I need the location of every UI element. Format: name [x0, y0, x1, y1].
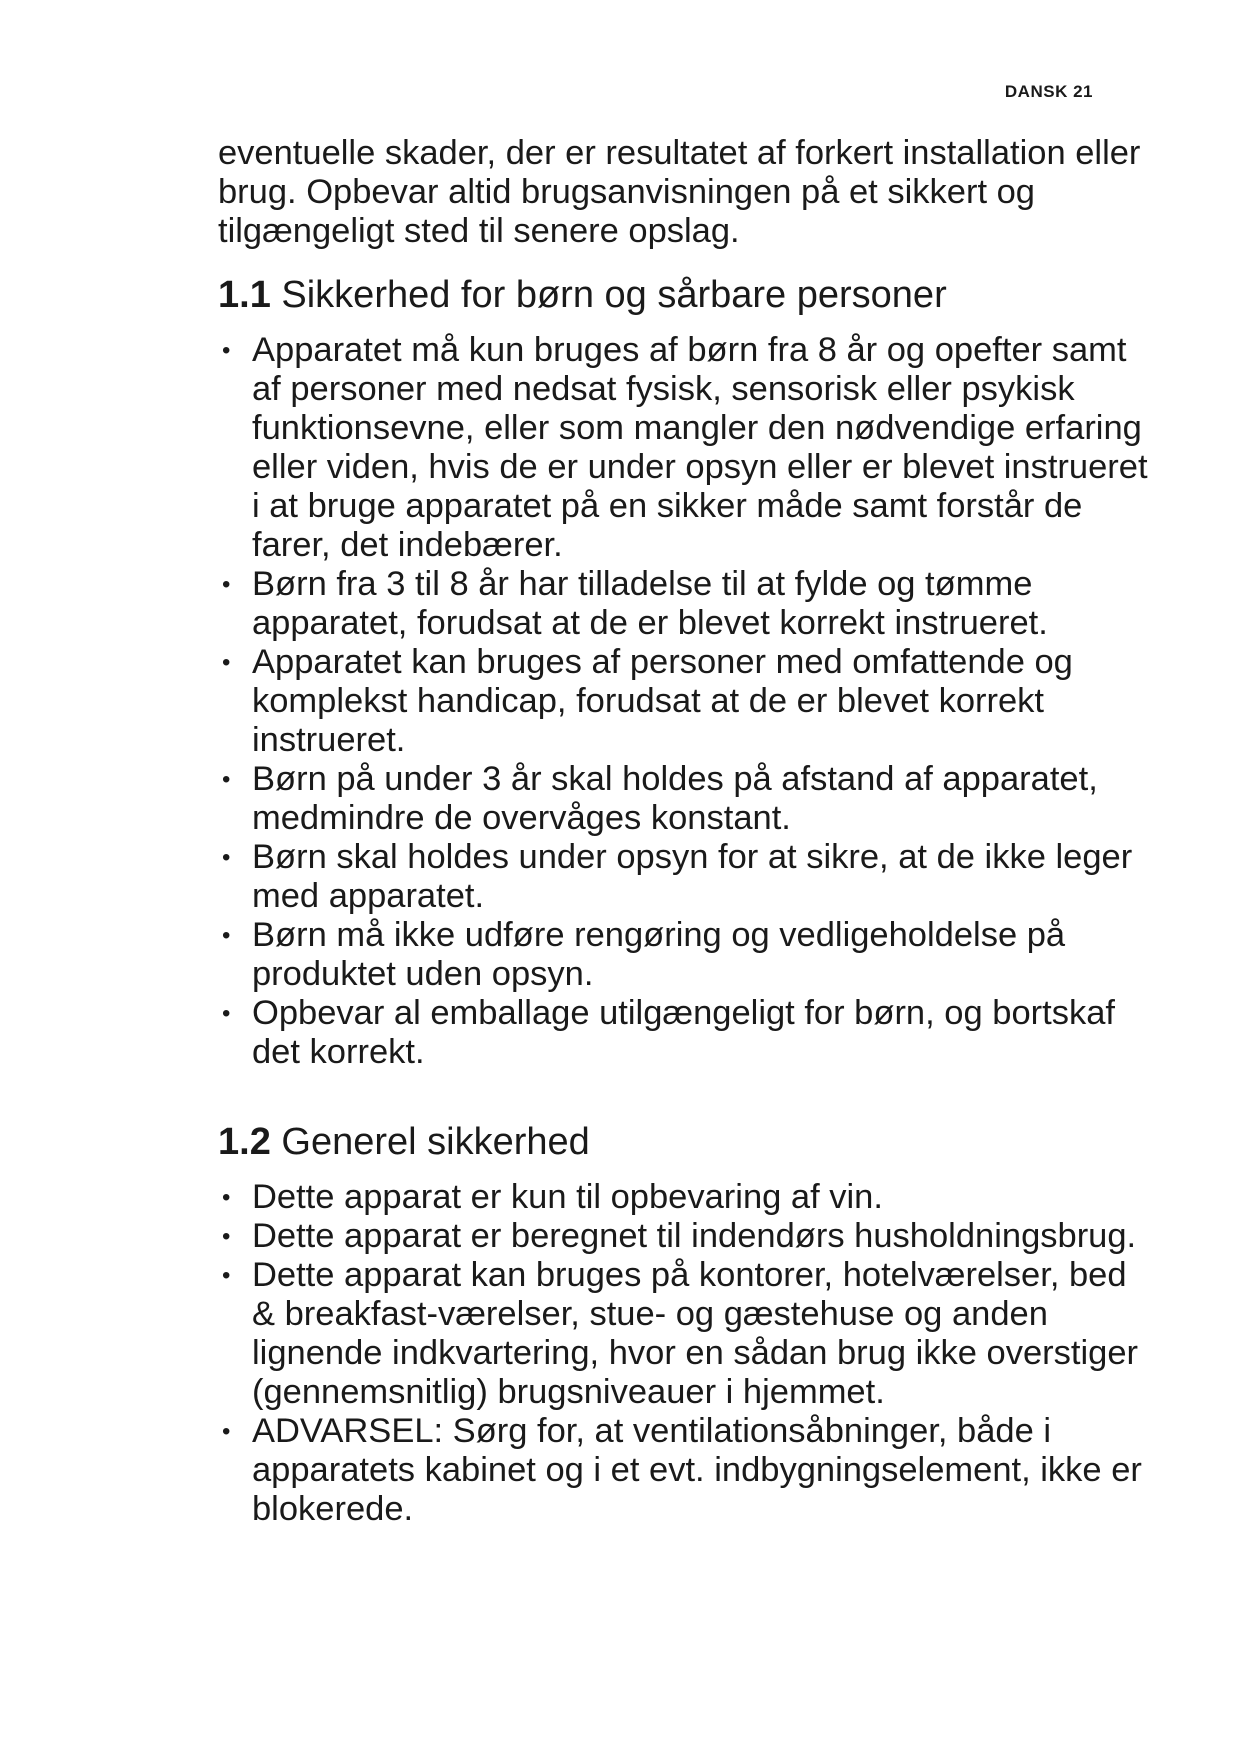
bullet-icon: • [222, 649, 231, 676]
list-item: • Dette apparat er kun til opbevaring af vin. [222, 1178, 883, 1216]
bullet-icon: • [222, 766, 231, 793]
document-body [218, 134, 1148, 1529]
list-item: • Børn skal holdes under opsyn for at sikre, at de ikke leger med apparatet. [222, 838, 1133, 915]
bullet-icon: • [222, 1262, 231, 1289]
list-item: • Børn fra 3 til 8 år har tilladelse til at fylde og tømme apparatet, forudsat at de er blevet korrekt instrueret. [222, 565, 1048, 642]
bullet-icon: • [222, 337, 231, 364]
bullet-icon: • [222, 1418, 231, 1445]
section-number: 1.2 [218, 1121, 271, 1163]
list-item: • Apparatet må kun bruges af børn fra 8 år og opefter samt af personer med nedsat fysisk, sensorisk eller psykisk funktionsevne, eller som mangler den nødvendige erfaring eller viden, hvis de er under opsyn eller er blevet instrueret i at bruge apparatet på en sikker måde samt forstår de farer, det indebærer. [222, 331, 1148, 564]
section-heading-1-1 [218, 273, 1148, 317]
bullet-icon: • [222, 922, 231, 949]
list-item: • Apparatet kan bruges af personer med omfattende og komplekst handicap, forudsat at de er blevet korrekt instrueret. [222, 643, 1073, 759]
list-item: • Børn på under 3 år skal holdes på afstand af apparatet, medmindre de overvåges konstant. [222, 760, 1098, 837]
list-item: • Opbevar al emballage utilgængeligt for børn, og bortskaf det korrekt. [222, 994, 1115, 1071]
intro-paragraph: eventuelle skader, der er resultatet af forkert installation eller brug. Opbevar altid brugsanvisningen på et sikkert og tilgængeligt sted til senere opslag. [218, 134, 1141, 250]
page-header: DANSK 21 [1004, 82, 1093, 101]
list-item: • Dette apparat er beregnet til indendørs husholdningsbrug. [222, 1217, 1137, 1255]
bullet-icon: • [222, 844, 231, 871]
list-item: • ADVARSEL: Sørg for, at ventilationsåbninger, både i apparatets kabinet og i et evt. indbygningselement, ikke er blokerede. [222, 1412, 1142, 1528]
section-number: 1.1 [218, 274, 271, 316]
bullet-icon: • [222, 571, 231, 598]
bullet-icon: • [222, 1223, 231, 1250]
section-title: Generel sikkerhed [281, 1121, 590, 1163]
section-title: Sikkerhed for børn og sårbare personer [281, 274, 947, 316]
bullet-icon: • [222, 1184, 231, 1211]
bullet-list-1-2 [218, 1178, 1148, 1529]
list-item: • Børn må ikke udføre rengøring og vedligeholdelse på produktet uden opsyn. [222, 916, 1066, 993]
bullet-icon: • [222, 1000, 231, 1027]
bullet-list-1-1 [218, 331, 1148, 1072]
section-heading-1-2 [218, 1120, 1148, 1164]
list-item: • Dette apparat kan bruges på kontorer, hotelværelser, bed & breakfast-værelser, stue- og gæstehuse og anden lignende indkvartering, hvor en sådan brug ikke overstiger (gennemsnitlig) brugsniveauer i hjemmet. [222, 1256, 1139, 1411]
